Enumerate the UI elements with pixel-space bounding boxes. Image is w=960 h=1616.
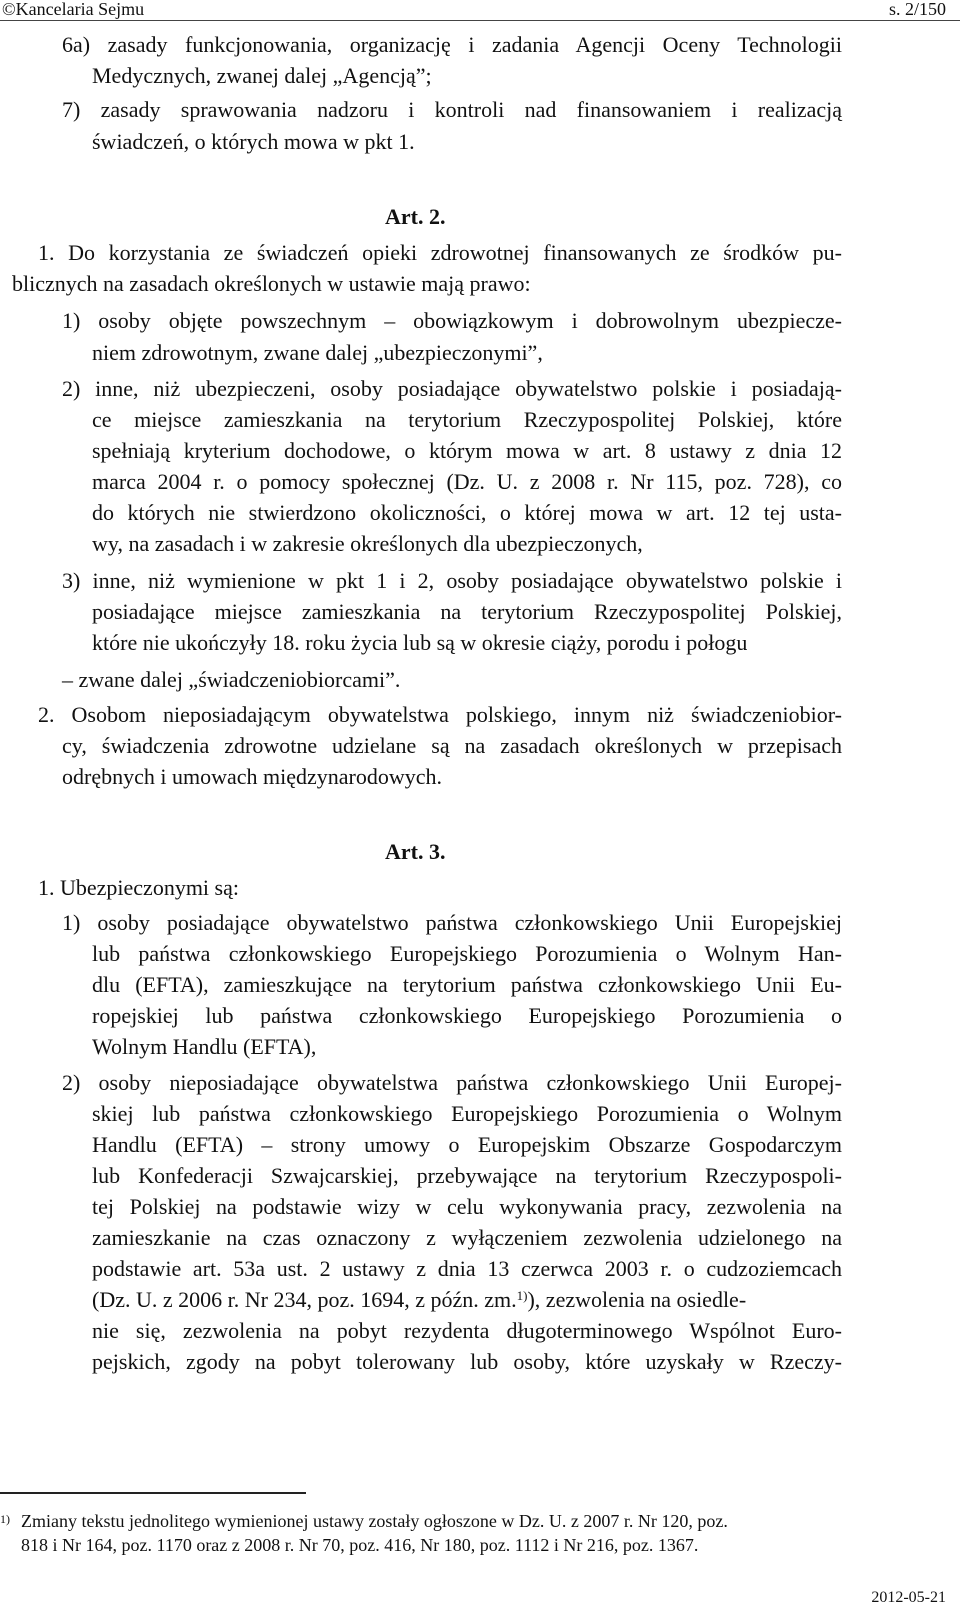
- text-line: które nie ukończyły 18. roku życia lub są w okresie ciąży, porodu i połogu: [92, 630, 748, 655]
- text-line: marca 2004 r. o pomocy społecznej (Dz. U. z 2008 r. Nr 115, poz. 728), co: [92, 469, 842, 494]
- article-heading: Art. 3.: [385, 839, 446, 864]
- text-line: ropejskiej lub państwa członkowskiego Europejskiego Porozumienia o: [92, 1003, 842, 1028]
- text-line: skiej lub państwa członkowskiego Europejskiego Porozumienia o Wolnym: [92, 1101, 842, 1126]
- text-line-with-footnote-ref: [92, 1285, 842, 1315]
- text-line: podstawie art. 53a ust. 2 ustawy z dnia 13 czerwca 2003 r. o cudzoziemcach: [92, 1256, 842, 1281]
- text-line: 2) inne, niż ubezpieczeni, osoby posiadające obywatelstwo polskie i posiadają-: [62, 376, 842, 401]
- text-line: – zwane dalej „świadczeniobiorcami”.: [62, 667, 401, 692]
- text-line: odrębnych i umowach międzynarodowych.: [62, 764, 442, 789]
- text-line: świadczeń, o których mowa w pkt 1.: [92, 129, 415, 154]
- document-date: 2012-05-21: [871, 1589, 946, 1606]
- text-line: wy, na zasadach i w zakresie określonych dla ubezpieczonych,: [92, 531, 643, 556]
- text-line: 1) osoby objęte powszechnym – obowiązkowym i dobrowolnym ubezpiecze-: [62, 308, 842, 333]
- text-line: ce miejsce zamieszkania na terytorium Rzeczypospolitej Polskiej, które: [92, 407, 842, 432]
- footnote-reference[interactable]: 1): [516, 1288, 528, 1303]
- text-line: niem zdrowotnym, zwane dalej „ubezpieczonymi”,: [92, 340, 543, 365]
- text-line: blicznych na zasadach określonych w ustawie mają prawo:: [12, 271, 531, 296]
- text-line: 1) osoby posiadające obywatelstwo państwa członkowskiego Unii Europejskiej: [62, 910, 842, 935]
- article-heading: Art. 2.: [385, 204, 446, 229]
- text-line: Wolnym Handlu (EFTA),: [92, 1034, 317, 1059]
- text-line: spełniają kryterium dochodowe, o którym mowa w art. 8 ustawy z dnia 12: [92, 438, 842, 463]
- text-line: posiadające miejsce zamieszkania na terytorium Rzeczypospolitej Polskiej,: [92, 599, 842, 624]
- text-line: 1. Ubezpieczonymi są:: [38, 875, 239, 900]
- footnote-marker: 1): [0, 1512, 10, 1526]
- text-line: lub państwa członkowskiego Europejskiego Porozumienia o Wolnym Han-: [92, 941, 842, 966]
- footnote-separator: [0, 1492, 306, 1494]
- text-line: 2) osoby nieposiadające obywatelstwa państwa członkowskiego Unii Europej-: [62, 1070, 842, 1095]
- text-line: 3) inne, niż wymienione w pkt 1 i 2, osoby posiadające obywatelstwo polskie i: [62, 568, 842, 593]
- text-line: Medycznych, zwanej dalej „Agencją”;: [92, 63, 432, 88]
- text-line: lub Konfederacji Szwajcarskiej, przebywające na terytorium Rzeczypospoli-: [92, 1163, 842, 1188]
- text-line: zamieszkanie na czas oznaczony z wyłączeniem zezwolenia udzielonego na: [92, 1225, 842, 1250]
- copyright-label: ©Kancelaria Sejmu: [2, 0, 145, 19]
- footnote-line: Zmiany tekstu jednolitego wymienionej ustawy zostały ogłoszone w Dz. U. z 2007 r. Nr 120, poz.: [21, 1511, 728, 1531]
- text-line: 2. Osobom nieposiadającym obywatelstwa polskiego, innym niż świadczeniobior-: [38, 702, 842, 727]
- text-line: cy, świadczenia zdrowotne udzielane są na zasadach określonych w przepisach: [62, 733, 842, 758]
- text-line: Handlu (EFTA) – strony umowy o Europejskim Obszarze Gospodarczym: [92, 1132, 842, 1157]
- text-line: nie się, zezwolenia na pobyt rezydenta długoterminowego Wspólnot Euro-: [92, 1318, 842, 1343]
- footnote-line: 818 i Nr 164, poz. 1170 oraz z 2008 r. Nr 70, poz. 416, Nr 180, poz. 1112 i Nr 216, poz. 1367.: [21, 1535, 699, 1555]
- text-segment: ), zezwolenia na osiedle-: [527, 1287, 747, 1312]
- page-number: s. 2/150: [888, 0, 946, 19]
- text-line: dlu (EFTA), zamieszkujące na terytorium państwa członkowskiego Unii Eu-: [92, 972, 842, 997]
- text-line: 6a) zasady funkcjonowania, organizację i zadania Agencji Oceny Technologii: [62, 32, 842, 57]
- text-line: 7) zasady sprawowania nadzoru i kontroli nad finansowaniem i realizacją: [62, 97, 842, 122]
- text-line: do których nie stwierdzono okoliczności, o której mowa w art. 12 tej usta-: [92, 500, 842, 525]
- text-line: tej Polskiej na podstawie wizy w celu wykonywania pracy, zezwolenia na: [92, 1194, 842, 1219]
- text-line: 1. Do korzystania ze świadczeń opieki zdrowotnej finansowanych ze środków pu-: [38, 240, 842, 265]
- text-line: pejskich, zgody na pobyt tolerowany lub osoby, które uzyskały w Rzeczy-: [92, 1349, 842, 1374]
- page-header: [0, 0, 960, 21]
- text-segment: (Dz. U. z 2006 r. Nr 234, poz. 1694, z późn. zm.: [92, 1287, 517, 1312]
